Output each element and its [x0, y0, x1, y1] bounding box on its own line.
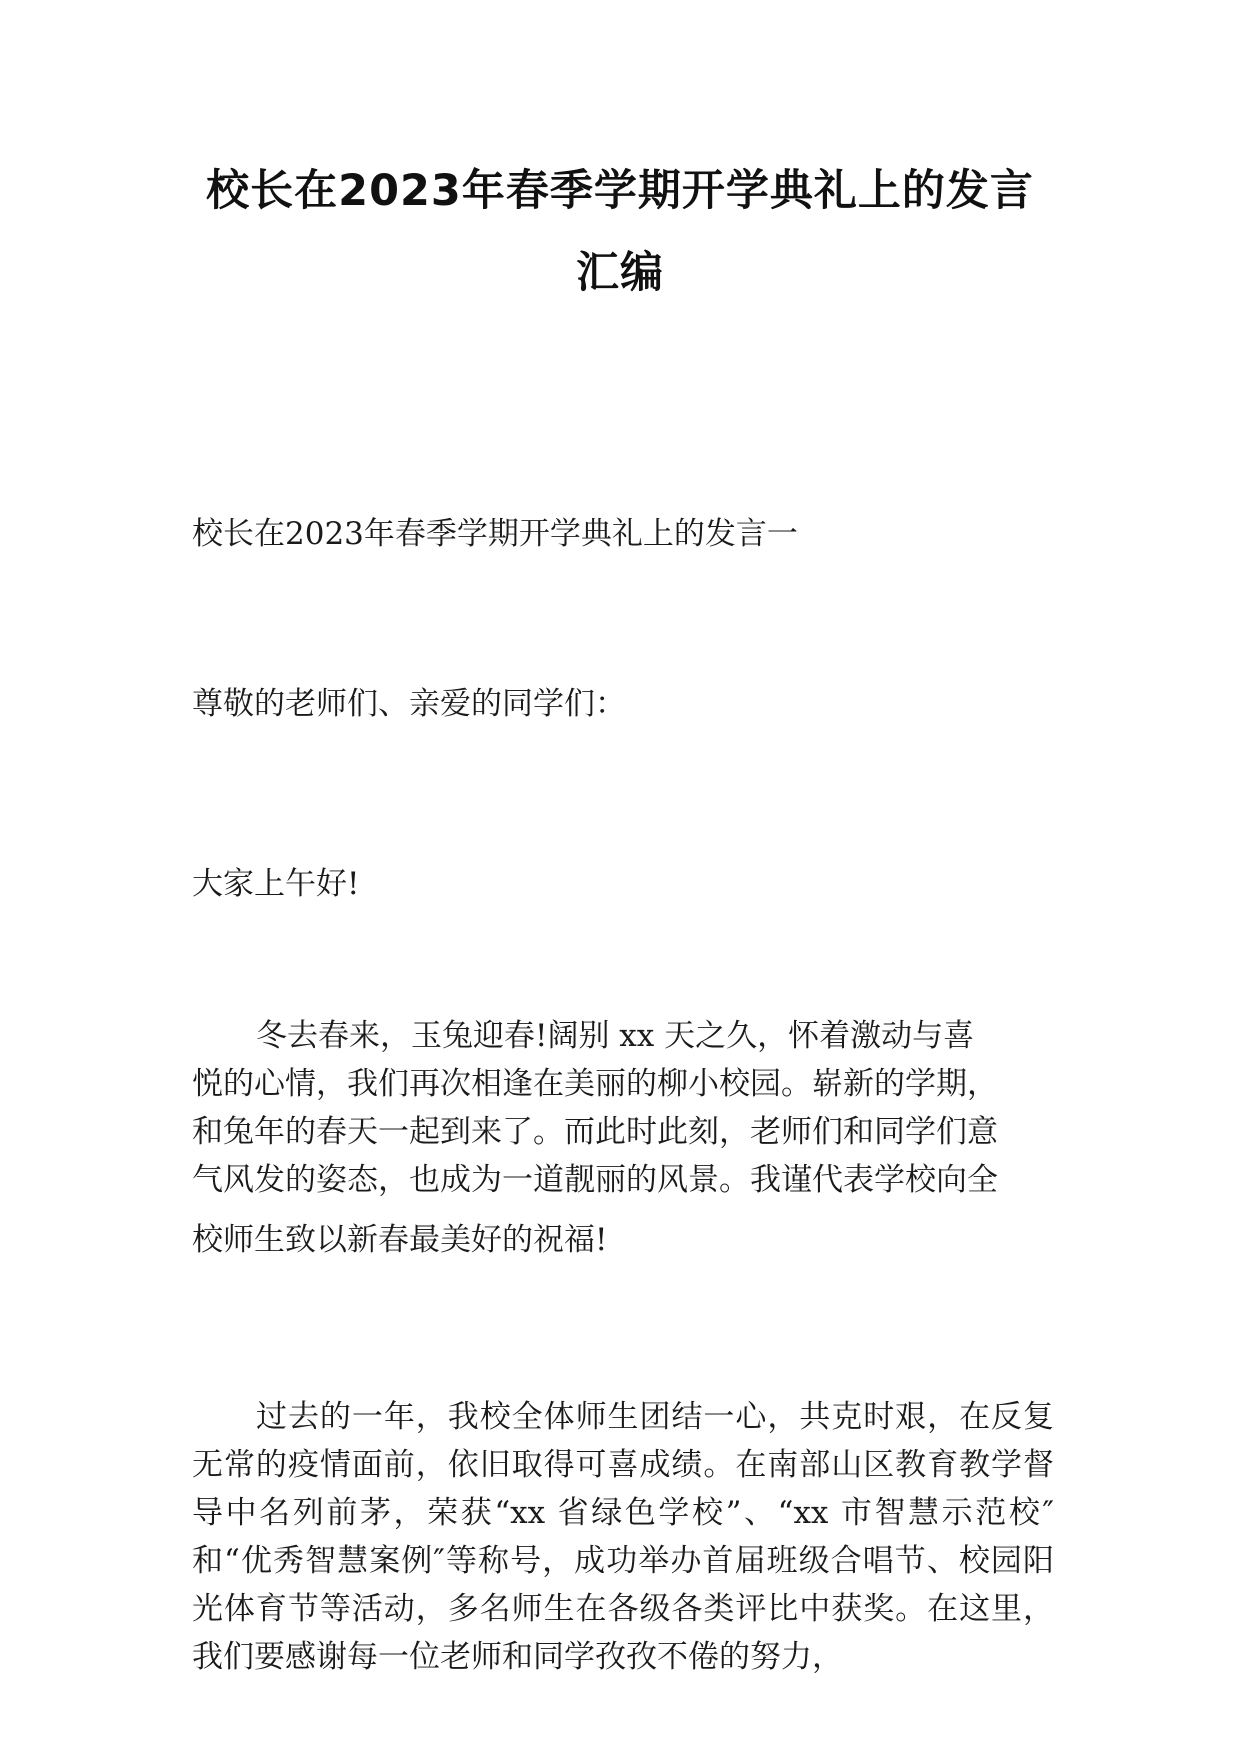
document-title [170, 150, 1070, 314]
paragraph-intro [192, 1012, 1054, 1264]
paragraph-intro-line: 冬去春来，玉兔迎春!阔别 xx 天之久，怀着激动与喜 [256, 1018, 975, 1054]
salutation: 尊敬的老师们、亲爱的同学们： [192, 686, 626, 722]
greeting: 大家上午好! [192, 866, 360, 902]
document-title-line-2: 汇编 [576, 248, 664, 298]
paragraph-intro-line: 校师生致以新春最美好的祝福! [192, 1222, 608, 1258]
paragraph-intro-line: 气风发的姿态，也成为一道靓丽的风景。我谨代表学校向全 [192, 1162, 998, 1198]
paragraph-intro-line: 和兔年的春天一起到来了。而此时此刻，老师们和同学们意 [192, 1114, 998, 1150]
paragraph-intro-line: 悦的心情，我们再次相逢在美丽的柳小校园。崭新的学期， [192, 1066, 998, 1102]
section-heading: 校长在2023年春季学期开学典礼上的发言一 [192, 516, 798, 552]
paragraph-review: 过去的一年，我校全体师生团结一心，共克时艰，在反复无常的疫情面前，依旧取得可喜成绩。在南部山区教育教学督导中名列前茅，荣获“xx 省绿色学校”、“xx 市智慧示范校″和“优秀智慧案例″等称号，成功举办首届班级合唱节、校园阳光体育节等活动，多名师生在各级各类评比中获奖。在这里，我们要感谢每一位老师和同学孜孜不倦的努力， [192, 1399, 1054, 1675]
document-title-line-1: 校长在2023年春季学期开学典礼上的发言 [206, 166, 1034, 216]
